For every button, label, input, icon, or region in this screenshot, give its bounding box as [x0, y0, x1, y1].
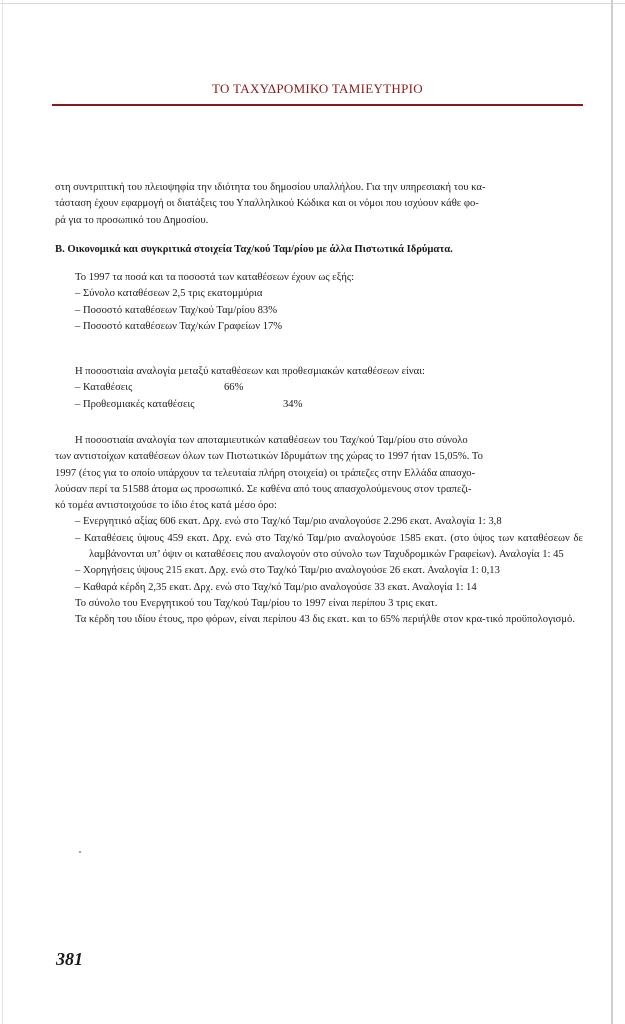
list-item: – Καθαρά κέρδη 2,35 εκατ. Δρχ. ενώ στο Ταχ/κό Ταμ/ριο αναλογούσε 33 εκατ. Αναλογία 1: 14	[75, 581, 477, 593]
paragraph-line: Η ποσοστιαία αναλογία των αποταμιευτικών καταθέσεων του Ταχ/κού Ταμ/ρίου στο σύνολο	[75, 435, 468, 446]
list-item: – Καταθέσεις ύψους 459 εκατ. Δρχ. ενώ στο Ταχ/κό Ταμ/ριο αναλογούσε 1585 εκατ. (στο ύψος των καταθέσεων δε λαμβάνονται υπ’ όψιν οι καταθέσεις που αναλογούν στο σύνολο των Ταχυδρομικών Γραφείων). Αναλογία 1: 45	[75, 532, 583, 561]
list-item: – Χορηγήσεις ύψους 215 εκατ. Δρχ. ενώ στο Ταχ/κό Ταμ/ριο αναλογούσε 26 εκατ. Αναλογία 1: 0,13	[75, 565, 500, 577]
ratio-label: – Προθεσμιακές καταθέσεις	[75, 398, 195, 410]
list-item: – Ποσοστό καταθέσεων Ταχ/κού Ταμ/ρίου 83%	[75, 304, 278, 316]
page-edge-right	[611, 0, 613, 1024]
running-header: ΤΟ ΤΑΧΥΔΡΟΜΙΚΟ ΤΑΜΙΕΥΤΗΡΙΟ	[212, 81, 423, 96]
ratio-row	[75, 397, 583, 413]
block-intro: Το 1997 τα ποσά και τα ποσοστά των καταθέσεων έχουν ως εξής:	[75, 272, 355, 283]
paragraph-line: των αντιστοίχων καταθέσεων όλων των Πιστωτικών Ιδρυμάτων της χώρας το 1997 ήταν 15,05%. Το	[55, 451, 483, 463]
paragraph-line: λούσαν περί τα 51588 άτομα ως προσωπικό. Σε καθένα από τους απασχολούμενους στον τραπεζι-	[55, 483, 472, 495]
intro-paragraph	[55, 180, 583, 229]
paragraph-line: ρά για το προσωπικό του Δημοσίου.	[55, 214, 209, 226]
ratio-deposits-block	[75, 364, 583, 413]
block-intro: Η ποσοστιαία αναλογία μεταξύ καταθέσεων και προθεσμιακών καταθέσεων είναι:	[75, 366, 425, 377]
paragraph-line: Το σύνολο του Ενεργητικού του Ταχ/κού Ταμ/ρίου το 1997 είναι περίπου 3 τρις εκατ.	[75, 597, 438, 609]
list-item: – Ενεργητικό αξίας 606 εκατ. Δρχ. ενώ στο Ταχ/κό Ταμ/ριο αναλογούσε 2.296 εκατ. Αναλογία 1: 3,8	[75, 516, 502, 528]
section-heading: Β. Οικονομικά και συγκριτικά στοιχεία Ταχ/κού Ταμ/ρίου με άλλα Πιστωτικά Ιδρύματα.	[55, 244, 453, 255]
paragraph-line: στη συντριπτική του πλειοψηφία την ιδιότητα του δημοσίου υπαλλήλου. Για την υπηρεσιακή του κα-	[55, 182, 486, 193]
ratio-value: 34%	[283, 398, 303, 410]
list-item: – Σύνολο καταθέσεων 2,5 τρις εκατομμύρια	[75, 288, 263, 300]
ratio-label: – Καταθέσεις	[75, 382, 133, 394]
deposits-1997-block	[75, 270, 583, 335]
page-border-top	[0, 3, 625, 4]
speck-mark	[79, 851, 81, 853]
page-border-left	[2, 0, 3, 1024]
comparison-paragraph	[55, 433, 583, 629]
list-item: – Ποσοστό καταθέσεων Ταχ/κών Γραφείων 17%	[75, 320, 283, 332]
paragraph-line: τάσταση έχουν εφαρμογή οι διατάξεις του Υπαλληλικού Κώδικα και οι νόμοι που ισχύουν κάθε φο-	[55, 198, 479, 210]
header-rule	[52, 104, 583, 106]
paragraph-line: Τα κέρδη του ιδίου έτους, προ φόρων, είναι περίπου 43 δις εκατ. και το 65% περιήλθε στον κρα-τικό προϋπολογισμό.	[75, 614, 575, 626]
paragraph-line: κό τομέα αντιστοιχούσε το ίδιο έτος κατά μέσο όρο:	[55, 500, 277, 512]
ratio-value: 66%	[224, 382, 244, 394]
paragraph-line: 1997 (έτος για το οποίο υπάρχουν τα τελευταία πλήρη στοιχεία) οι τράπεζες στην Ελλάδα απασχο-	[55, 467, 476, 479]
ratio-row	[75, 380, 583, 396]
page-number: 381	[56, 949, 83, 969]
